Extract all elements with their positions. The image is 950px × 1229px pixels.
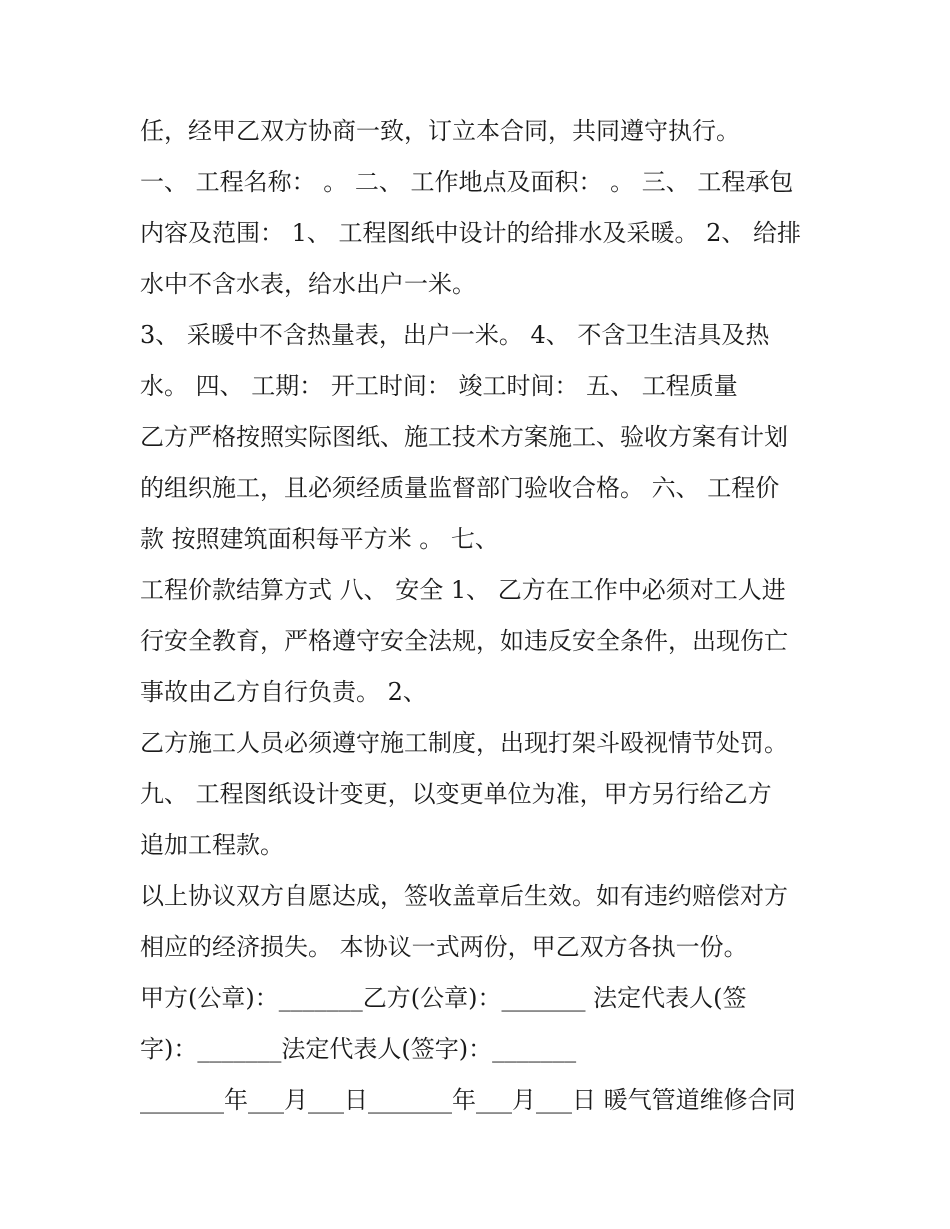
- text-line: 乙方施工人员必须遵守施工制度，出现打架斗殴视情节处罚。: [140, 729, 788, 757]
- signature-line-representatives: 字)：_______法定代表人(签字)：_______: [140, 1035, 577, 1063]
- text-line: 以上协议双方自愿达成，签收盖章后生效。如有违约赔偿对方: [140, 882, 788, 910]
- text-line: 九、 工程图纸设计变更，以变更单位为准，甲方另行给乙方: [140, 780, 772, 808]
- text-line: 水中不含水表，给水出户一米。: [140, 270, 476, 298]
- text-line: 款 按照建筑面积每平方米 。 七、: [140, 525, 499, 553]
- date-line: _______年___月___日_______年___月___日 暖气管道维修合同: [140, 1086, 796, 1114]
- text-line: 工程价款结算方式 八、 安全 1、 乙方在工作中必须对工人进: [140, 576, 786, 604]
- text-line: 相应的经济损失。 本协议一式两份，甲乙双方各执一份。: [140, 933, 748, 961]
- text-line: 内容及范围： 1、 工程图纸中设计的给排水及采暖。 2、 给排: [140, 219, 802, 247]
- text-line: 事故由乙方自行负责。 2、: [140, 678, 427, 706]
- text-line: 任，经甲乙双方协商一致，订立本合同，共同遵守执行。: [140, 117, 740, 145]
- contract-body: [140, 106, 820, 1126]
- text-line: 一、 工程名称： 。 二、 工作地点及面积： 。 三、 工程承包: [140, 168, 794, 196]
- signature-line-party-a-b: 甲方(公章)：_______乙方(公章)：_______ 法定代表人(签: [140, 984, 747, 1012]
- text-line: 3、 采暖中不含热量表，出户一米。 4、 不含卫生洁具及热: [140, 321, 770, 349]
- text-line: 乙方严格按照实际图纸、施工技术方案施工、验收方案有计划: [140, 423, 788, 451]
- text-line: 追加工程款。: [140, 831, 284, 859]
- text-line: 行安全教育，严格遵守安全法规，如违反安全条件，出现伤亡: [140, 627, 788, 655]
- text-line: 水。 四、 工期： 开工时间： 竣工时间： 五、 工程质量: [140, 372, 738, 400]
- text-line: 的组织施工，且必须经质量监督部门验收合格。 六、 工程价: [140, 474, 780, 502]
